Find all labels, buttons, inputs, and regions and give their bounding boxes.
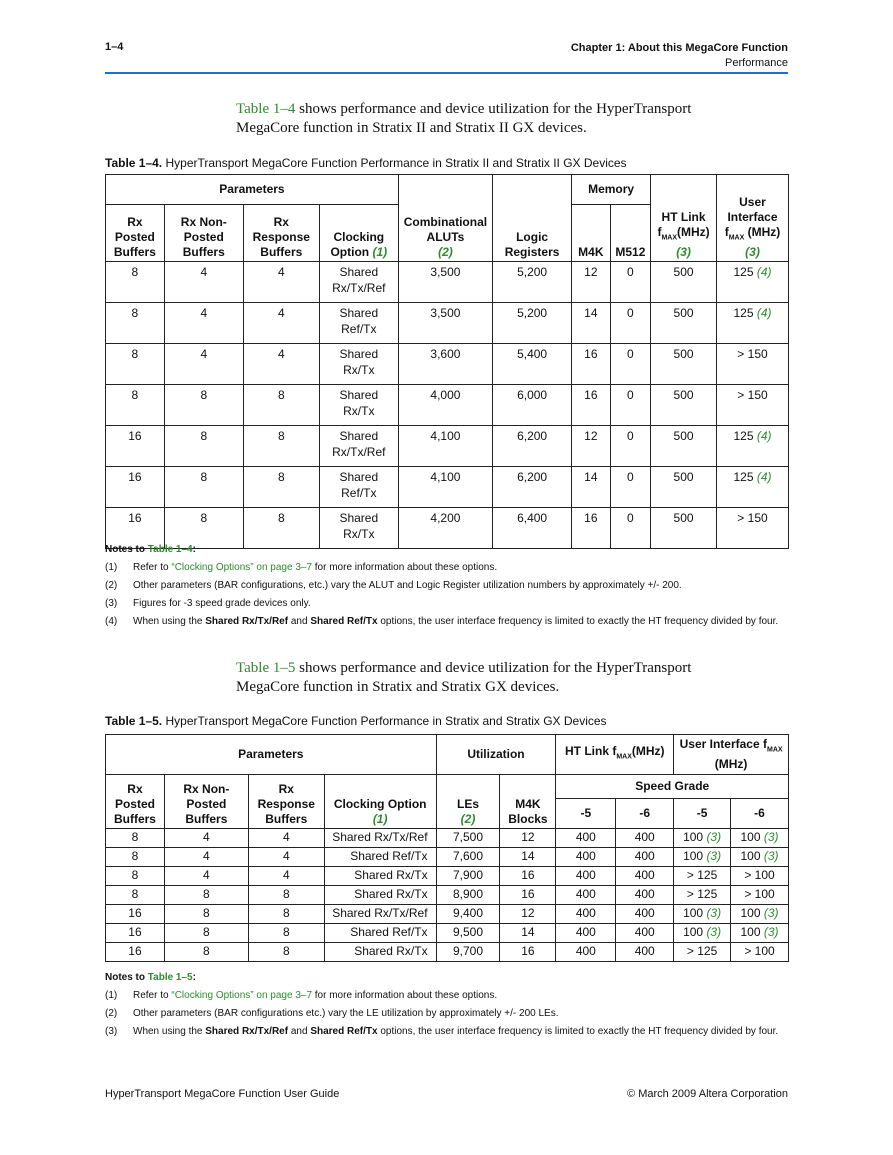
cell-user-interface: 125 (4) [716, 262, 788, 303]
cell-les: 9,500 [436, 924, 500, 943]
table-row [106, 385, 789, 426]
cell-rx-posted: 16 [106, 508, 165, 549]
cell-ht: 500 [651, 262, 717, 303]
cell-les: 7,500 [436, 829, 500, 848]
notes-table-link[interactable]: Table 1–5 [147, 972, 193, 983]
cell-rx-nonposted: 8 [164, 924, 248, 943]
cell-aluts: 4,200 [398, 508, 492, 549]
notes-title: Notes to Table 1–5: [105, 972, 196, 983]
note-1: (1) Refer to “Clocking Options” on page 3–7 for more information about these options. [105, 990, 498, 1001]
note-2: (2) Other parameters (BAR configurations etc.) vary the LE utilization by approximately +/- 200 LEs. [105, 1008, 559, 1019]
cell-m512: 0 [610, 426, 651, 467]
table-row [106, 924, 789, 943]
cell-user-interface: 125 (4) [716, 303, 788, 344]
table-row [106, 848, 789, 867]
cell-clocking: Shared Rx/Tx/Ref [324, 905, 436, 924]
cell-rx-response: 8 [243, 385, 319, 426]
intro-2-text: shows performance and device utilization for the HyperTransport MegaCore function in Stratix and Stratix GX devices. [236, 660, 692, 695]
cell-clocking: Shared Rx/Tx [319, 508, 398, 549]
th-logic: Logic Registers [493, 175, 572, 262]
cell-user-interface: 125 (4) [716, 467, 788, 508]
cell-rx-nonposted: 8 [164, 426, 243, 467]
th-sg-ui-6: -6 [731, 799, 789, 829]
cell-ht5: 400 [556, 848, 616, 867]
cell-clocking: Shared Ref/Tx [324, 924, 436, 943]
cell-les: 7,600 [436, 848, 500, 867]
cell-ht6: 400 [616, 924, 674, 943]
cell-m4k: 12 [500, 829, 556, 848]
table-1-4-link[interactable]: Table 1–4 [236, 101, 296, 117]
cell-ht: 500 [651, 426, 717, 467]
cell-ui5: 100 (3) [674, 905, 731, 924]
cell-logic: 5,400 [493, 344, 572, 385]
th-parameters: Parameters [106, 175, 399, 205]
th-sg-ht-6: -6 [616, 799, 674, 829]
th-sg-ui-5: -5 [674, 799, 731, 829]
caption-text: HyperTransport MegaCore Function Performance in Stratix II and Stratix II GX Devices [162, 156, 627, 170]
cell-rx-nonposted: 8 [164, 385, 243, 426]
cell-m512: 0 [610, 467, 651, 508]
caption-label: Table 1–4. [105, 156, 163, 170]
cell-rx-posted: 16 [106, 426, 165, 467]
cell-ui5: > 125 [674, 943, 731, 962]
th-user-interface: User Interface $f_{MAX}$ (MHz) (3) [716, 175, 788, 262]
clocking-options-link[interactable]: “Clocking Options” on page 3–7 [171, 990, 312, 1001]
cell-rx-nonposted: 8 [164, 886, 248, 905]
cell-m4k: 14 [500, 924, 556, 943]
cell-ui5: > 125 [674, 867, 731, 886]
cell-rx-response: 8 [243, 508, 319, 549]
cell-rx-response: 8 [248, 943, 324, 962]
notes-title: Notes to Table 1–4: [105, 544, 196, 555]
cell-rx-posted: 8 [106, 829, 165, 848]
cell-logic: 6,400 [493, 508, 572, 549]
cell-ui6: 100 (3) [731, 829, 789, 848]
cell-clocking: Shared Ref/Tx [319, 467, 398, 508]
cell-clocking: Shared Rx/Tx [324, 943, 436, 962]
th-m512: M512 [610, 205, 651, 262]
cell-rx-nonposted: 8 [164, 905, 248, 924]
clocking-options-link[interactable]: “Clocking Options” on page 3–7 [171, 562, 312, 573]
cell-m4k: 16 [500, 867, 556, 886]
caption-text: HyperTransport MegaCore Function Performance in Stratix and Stratix GX Devices [162, 714, 607, 728]
note-3: (3) Figures for -3 speed grade devices only. [105, 598, 311, 609]
cell-rx-posted: 16 [106, 924, 165, 943]
cell-ht6: 400 [616, 943, 674, 962]
th-rx-posted: Rx Posted Buffers [106, 205, 165, 262]
table-row [106, 262, 789, 303]
cell-m512: 0 [610, 303, 651, 344]
cell-ht5: 400 [556, 924, 616, 943]
cell-clocking: Shared Ref/Tx [319, 303, 398, 344]
cell-les: 7,900 [436, 867, 500, 886]
cell-rx-posted: 8 [106, 848, 165, 867]
cell-rx-nonposted: 8 [164, 467, 243, 508]
cell-ui6: > 100 [731, 886, 789, 905]
table-row [106, 467, 789, 508]
th-user-interface: User Interface $f_{MAX}$ (MHz) [674, 735, 789, 775]
cell-rx-posted: 8 [106, 867, 165, 886]
cell-logic: 5,200 [493, 262, 572, 303]
cell-m4k: 16 [572, 385, 611, 426]
cell-m4k: 12 [572, 262, 611, 303]
cell-m4k: 14 [500, 848, 556, 867]
cell-rx-response: 8 [243, 467, 319, 508]
table-1-5 [105, 734, 789, 962]
cell-rx-response: 4 [248, 848, 324, 867]
note-2: (2) Other parameters (BAR configurations, etc.) vary the ALUT and Logic Register utilization numbers by approximately +/- 200. [105, 580, 682, 591]
cell-rx-response: 4 [248, 829, 324, 848]
th-m4k: M4K [572, 205, 611, 262]
cell-rx-response: 8 [248, 924, 324, 943]
intro-paragraph-2 [236, 659, 756, 697]
cell-ht5: 400 [556, 829, 616, 848]
cell-rx-nonposted: 4 [164, 303, 243, 344]
th-memory: Memory [572, 175, 651, 205]
th-rx-posted: Rx Posted Buffers [106, 775, 165, 829]
th-ht-link: HT Link $f_{MAX}(MHz)$ (3) [651, 175, 717, 262]
header-rule [105, 72, 788, 74]
th-clocking: Clocking Option (1) [324, 775, 436, 829]
cell-m4k: 16 [572, 344, 611, 385]
cell-m512: 0 [610, 385, 651, 426]
table-1-4 [105, 174, 789, 549]
cell-rx-nonposted: 4 [164, 262, 243, 303]
cell-aluts: 4,100 [398, 467, 492, 508]
cell-rx-posted: 16 [106, 943, 165, 962]
cell-logic: 5,200 [493, 303, 572, 344]
table-row [106, 886, 789, 905]
cell-user-interface: > 150 [716, 385, 788, 426]
th-rx-response: Rx Response Buffers [243, 205, 319, 262]
notes-table-1-5 [105, 971, 803, 1039]
cell-rx-nonposted: 4 [164, 829, 248, 848]
cell-rx-nonposted: 8 [164, 508, 243, 549]
cell-rx-posted: 16 [106, 467, 165, 508]
page-number: 1–4 [105, 41, 124, 53]
table-row [106, 426, 789, 467]
cell-m4k: 12 [572, 426, 611, 467]
notes-table-1-4 [105, 543, 793, 629]
cell-clocking: Shared Rx/Tx [319, 344, 398, 385]
intro-paragraph-1 [236, 100, 756, 138]
cell-ht: 500 [651, 385, 717, 426]
cell-aluts: 3,600 [398, 344, 492, 385]
cell-rx-nonposted: 4 [164, 344, 243, 385]
th-parameters: Parameters [106, 735, 437, 775]
cell-rx-response: 8 [243, 426, 319, 467]
cell-m4k: 16 [572, 508, 611, 549]
cell-rx-response: 4 [243, 262, 319, 303]
table-row [106, 867, 789, 886]
table-1-5-link[interactable]: Table 1–5 [236, 660, 296, 676]
cell-aluts: 4,100 [398, 426, 492, 467]
cell-ui5: 100 (3) [674, 848, 731, 867]
cell-ui6: 100 (3) [731, 848, 789, 867]
cell-rx-response: 4 [243, 303, 319, 344]
chapter-title: Chapter 1: About this MegaCore Function [570, 42, 788, 54]
th-clocking: Clocking Option (1) [319, 205, 398, 262]
cell-les: 9,700 [436, 943, 500, 962]
th-rx-nonposted: Rx Non-Posted Buffers [164, 205, 243, 262]
cell-aluts: 3,500 [398, 262, 492, 303]
cell-ht: 500 [651, 303, 717, 344]
note-4: (4) When using the Shared Rx/Tx/Ref and Shared Ref/Tx options, the user interface frequency is limited to exactly the HT frequency divided by four. [105, 616, 779, 627]
caption-label: Table 1–5. [105, 714, 163, 728]
cell-clocking: Shared Rx/Tx [324, 867, 436, 886]
cell-clocking: Shared Rx/Tx [324, 886, 436, 905]
cell-m4k: 16 [500, 943, 556, 962]
cell-clocking: Shared Rx/Tx/Ref [319, 426, 398, 467]
th-ht-link: HT Link $f_{MAX}(MHz)$ [556, 735, 674, 775]
table-row [106, 829, 789, 848]
footer-copyright: © March 2009 Altera Corporation [627, 1088, 788, 1100]
cell-rx-posted: 16 [106, 905, 165, 924]
cell-m4k: 14 [572, 303, 611, 344]
cell-ui6: 100 (3) [731, 905, 789, 924]
table-row [106, 905, 789, 924]
cell-ui5: > 125 [674, 886, 731, 905]
th-les: LEs (2) [436, 775, 500, 829]
cell-rx-nonposted: 8 [164, 943, 248, 962]
cell-ht5: 400 [556, 905, 616, 924]
cell-user-interface: > 150 [716, 344, 788, 385]
cell-rx-posted: 8 [106, 344, 165, 385]
cell-rx-response: 8 [248, 905, 324, 924]
cell-logic: 6,200 [493, 467, 572, 508]
footer-title: HyperTransport MegaCore Function User Guide [105, 1088, 340, 1100]
th-utilization: Utilization [436, 735, 556, 775]
cell-rx-posted: 8 [106, 303, 165, 344]
cell-rx-nonposted: 4 [164, 848, 248, 867]
cell-m4k: 14 [572, 467, 611, 508]
table-row [106, 303, 789, 344]
cell-ht: 500 [651, 344, 717, 385]
note-1: (1) Refer to “Clocking Options” on page 3–7 for more information about these options. [105, 562, 498, 573]
cell-ht: 500 [651, 467, 717, 508]
th-rx-response: Rx Response Buffers [248, 775, 324, 829]
cell-ui5: 100 (3) [674, 924, 731, 943]
notes-table-link[interactable]: Table 1–4 [147, 544, 193, 555]
table-row [106, 344, 789, 385]
cell-user-interface: 125 (4) [716, 426, 788, 467]
cell-ht6: 400 [616, 829, 674, 848]
cell-ht5: 400 [556, 943, 616, 962]
cell-ui6: > 100 [731, 943, 789, 962]
cell-ht6: 400 [616, 905, 674, 924]
cell-ht6: 400 [616, 886, 674, 905]
cell-clocking: Shared Rx/Tx/Ref [324, 829, 436, 848]
cell-aluts: 4,000 [398, 385, 492, 426]
cell-rx-posted: 8 [106, 385, 165, 426]
cell-ht5: 400 [556, 867, 616, 886]
th-rx-nonposted: Rx Non-Posted Buffers [164, 775, 248, 829]
cell-ht6: 400 [616, 867, 674, 886]
cell-rx-response: 8 [248, 886, 324, 905]
th-m4k-blocks: M4K Blocks [500, 775, 556, 829]
cell-rx-posted: 8 [106, 262, 165, 303]
cell-ui6: > 100 [731, 867, 789, 886]
cell-ht: 500 [651, 508, 717, 549]
cell-rx-response: 4 [248, 867, 324, 886]
cell-ui5: 100 (3) [674, 829, 731, 848]
note-3: (3) When using the Shared Rx/Tx/Ref and Shared Ref/Tx options, the user interface frequency is limited to exactly the HT frequency divided by four. [105, 1026, 779, 1037]
cell-m512: 0 [610, 508, 651, 549]
cell-les: 8,900 [436, 886, 500, 905]
table-row [106, 943, 789, 962]
table-1-5-caption [105, 714, 607, 728]
cell-rx-nonposted: 4 [164, 867, 248, 886]
cell-aluts: 3,500 [398, 303, 492, 344]
cell-ht6: 400 [616, 848, 674, 867]
cell-m4k: 16 [500, 886, 556, 905]
th-sg-ht-5: -5 [556, 799, 616, 829]
th-speed-grade: Speed Grade [556, 775, 789, 799]
cell-logic: 6,000 [493, 385, 572, 426]
cell-clocking: Shared Ref/Tx [324, 848, 436, 867]
cell-ui6: 100 (3) [731, 924, 789, 943]
table-1-4-caption [105, 156, 627, 170]
cell-m4k: 12 [500, 905, 556, 924]
cell-clocking: Shared Rx/Tx [319, 385, 398, 426]
intro-1-text: shows performance and device utilization for the HyperTransport MegaCore function in Stratix II and Stratix II GX devices. [236, 101, 692, 136]
cell-ht5: 400 [556, 886, 616, 905]
cell-les: 9,400 [436, 905, 500, 924]
cell-rx-response: 4 [243, 344, 319, 385]
cell-m512: 0 [610, 262, 651, 303]
cell-rx-posted: 8 [106, 886, 165, 905]
cell-clocking: Shared Rx/Tx/Ref [319, 262, 398, 303]
section-title: Performance [725, 57, 788, 69]
cell-logic: 6,200 [493, 426, 572, 467]
running-header [571, 41, 788, 71]
cell-m512: 0 [610, 344, 651, 385]
th-aluts: Combinational ALUTs (2) [398, 175, 492, 262]
cell-user-interface: > 150 [716, 508, 788, 549]
